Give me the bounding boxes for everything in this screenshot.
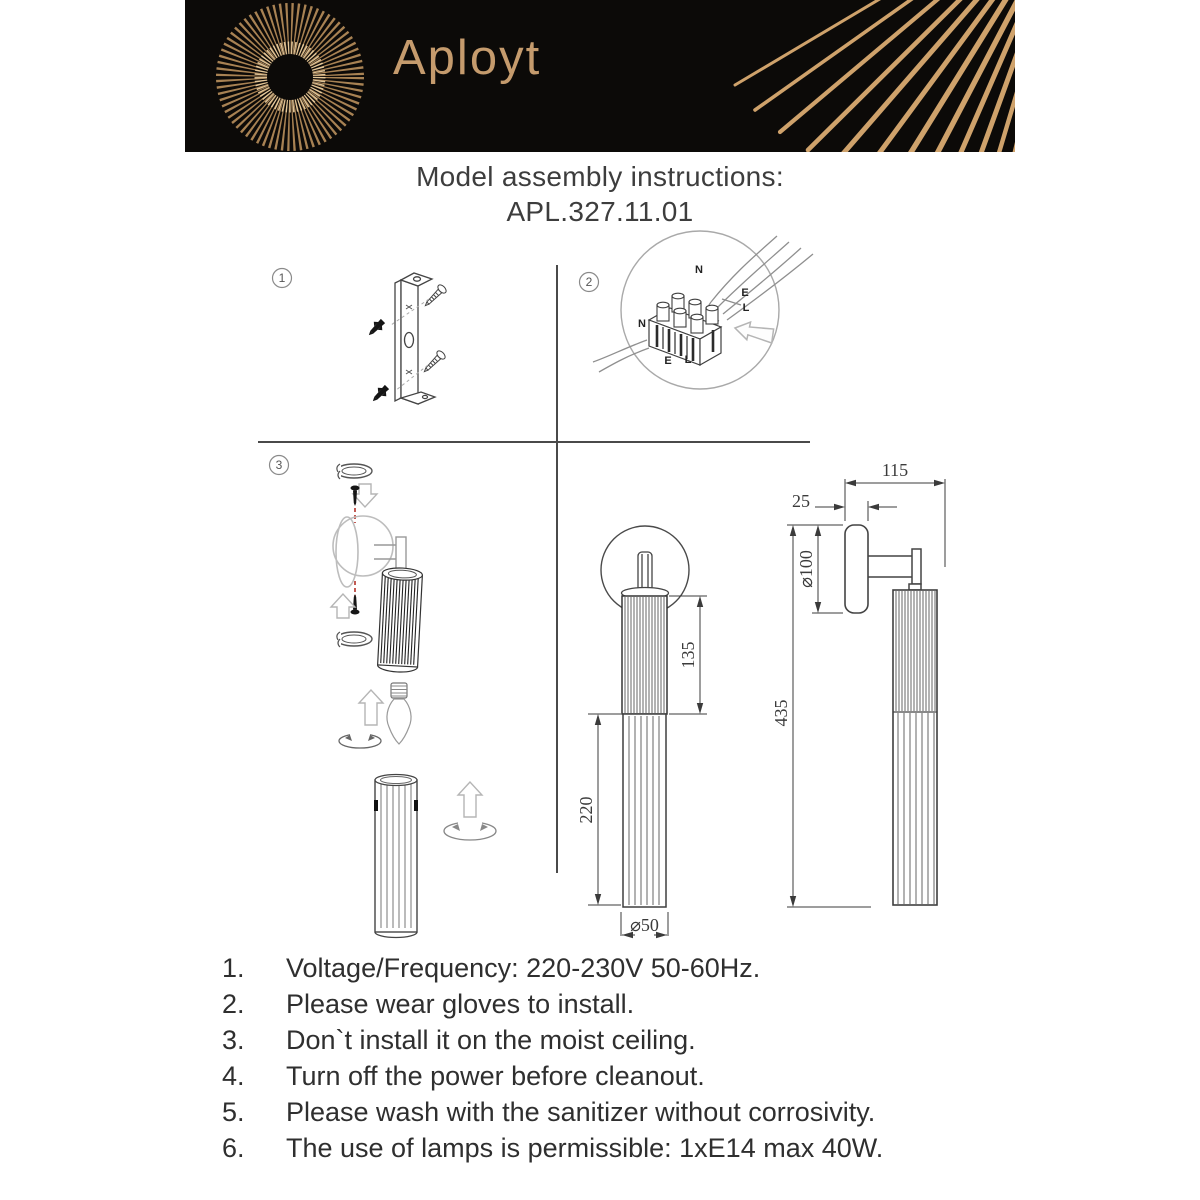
instruction-text: The use of lamps is permissible: 1xE14 max 40W.	[286, 1133, 884, 1163]
instruction-item	[222, 950, 1062, 986]
dim-overall-height: 435	[771, 699, 791, 727]
instruction-list	[222, 950, 1062, 1166]
instruction-text: Please wear gloves to install.	[286, 989, 635, 1019]
instruction-item	[222, 1094, 1062, 1130]
dimension-135	[669, 596, 707, 714]
instruction-item	[222, 1022, 1062, 1058]
instruction-text: Please wash with the sanitizer without corrosivity.	[286, 1097, 876, 1127]
front-view-drawing	[565, 520, 720, 945]
instruction-text: Turn off the power before cleanout.	[286, 1061, 705, 1091]
block-label-n: N	[638, 318, 646, 330]
banner-rays-decoration	[710, 0, 1015, 152]
step2-badge	[580, 273, 599, 292]
mounting-screw	[421, 349, 447, 375]
lamp-arm-3d	[374, 537, 406, 569]
vertical-divider	[556, 265, 558, 873]
step1-number: 1	[278, 271, 286, 285]
mounting-bracket	[395, 273, 435, 404]
wire-label-e: E	[741, 287, 749, 299]
instruction-number: 1.	[222, 953, 245, 983]
wall-anchor	[369, 383, 392, 406]
step1-bracket-diagram	[255, 245, 545, 435]
step2-wiring-diagram	[565, 228, 885, 428]
glass-tube	[374, 775, 418, 938]
glass-tube-front	[623, 714, 666, 907]
sunburst-logo-icon	[205, 0, 375, 152]
step2-number: 2	[585, 275, 593, 289]
side-view-drawing	[765, 455, 960, 930]
dim-tube-diameter: ⌀50	[630, 915, 659, 935]
retaining-ring	[332, 632, 372, 647]
lamp-arm-side	[868, 549, 921, 590]
socket-stem	[638, 552, 652, 592]
instruction-number: 6.	[222, 1133, 245, 1163]
rotate-tube-arrow-icon	[444, 782, 496, 840]
retaining-ring	[332, 464, 372, 479]
shade-tube-side	[893, 590, 937, 905]
instruction-number: 4.	[222, 1061, 245, 1091]
instruction-number: 5.	[222, 1097, 245, 1127]
instruction-item	[222, 1130, 1062, 1166]
instruction-item	[222, 1058, 1062, 1094]
dim-canopy-diameter: ⌀100	[796, 550, 816, 588]
brand-name: Aployt	[393, 31, 542, 85]
instruction-number: 3.	[222, 1025, 245, 1055]
dim-arm-length: 115	[881, 460, 909, 480]
step3-badge	[270, 456, 289, 475]
instruction-item	[222, 986, 1062, 1022]
block-label-e: E	[664, 355, 672, 367]
horizontal-divider	[258, 441, 810, 443]
dimension-220	[576, 714, 621, 905]
ribbed-shade-top	[377, 567, 422, 673]
mounting-screw	[422, 283, 448, 309]
rotate-ring-arrow-icon	[339, 732, 381, 748]
step1-badge	[273, 269, 292, 288]
up-arrow-icon	[331, 594, 355, 618]
dim-upper-shade: 135	[678, 641, 698, 669]
wall-anchor	[365, 317, 388, 340]
candle-bulb	[387, 683, 411, 744]
direction-arrow-icon	[733, 319, 775, 345]
dim-canopy-depth: 25	[792, 491, 810, 511]
step3-exploded-diagram	[255, 450, 555, 945]
instruction-text: Voltage/Frequency: 220-230V 50-60Hz.	[286, 953, 761, 983]
document-title: Model assembly instructions:	[416, 161, 784, 192]
wire-label-l: L	[742, 302, 750, 314]
dimension-d100	[796, 525, 843, 613]
brand-banner	[185, 0, 1015, 152]
canopy-side	[845, 525, 868, 613]
model-number: APL.327.11.01	[506, 196, 694, 227]
step3-number: 3	[275, 458, 283, 472]
instruction-number: 2.	[222, 989, 245, 1019]
block-label-l: L	[684, 354, 692, 366]
dim-lower-tube: 220	[576, 796, 596, 824]
dimension-d50	[621, 912, 668, 938]
up-arrow-icon	[359, 690, 383, 725]
wire-label-n: N	[695, 264, 703, 276]
instruction-text: Don`t install it on the moist ceiling.	[286, 1025, 696, 1055]
ribbed-shade-front	[622, 596, 667, 714]
